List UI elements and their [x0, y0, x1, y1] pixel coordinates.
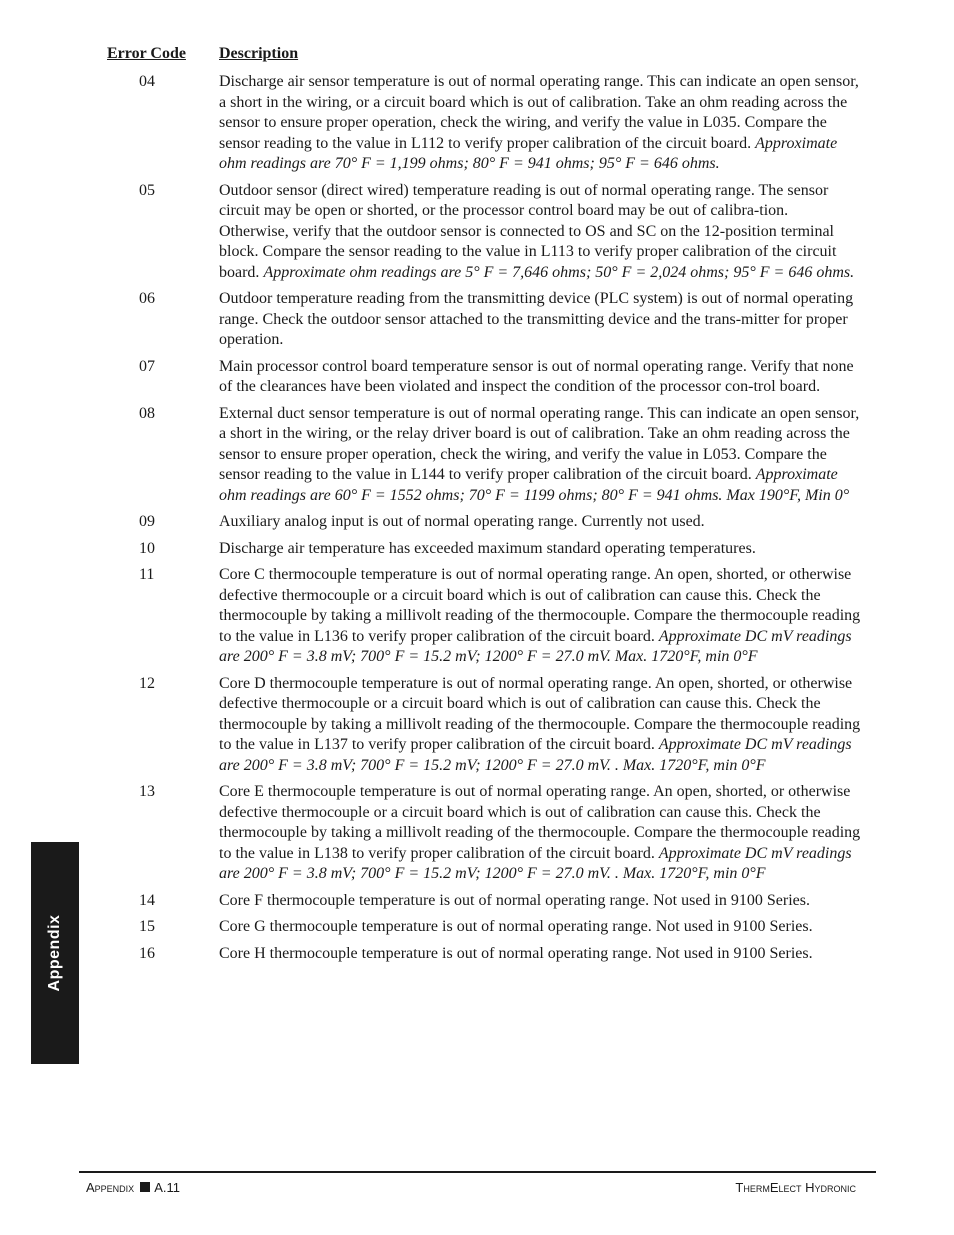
description-text: Auxiliary analog input is out of normal operating range. Currently not used.	[219, 513, 705, 530]
error-description	[219, 289, 861, 351]
description-text: Discharge air temperature has exceeded maximum standard operating temperatures.	[219, 539, 756, 557]
description-text: Outdoor temperature reading from the transmitting device (PLC system) is out of normal operating range. Check the outdoor sensor attached to the transmitting device and the trans-mitter for proper operation.	[219, 290, 854, 348]
error-code: 09	[139, 513, 155, 530]
description-text: Core E thermocouple temperature is out of normal operating range. An open, shorted, or otherwise defective thermocouple or a circuit board which is out of calibration can cause this. Check the thermocouple by taking a millivolt reading of the thermocouple. Compare the thermocouple reading to the value in L138 to verify proper calibration of the circuit board.	[219, 783, 861, 862]
error-code: 04	[139, 73, 155, 90]
description-text: Discharge air sensor temperature is out of normal operating range. This can indicate an open sensor, a short in the wiring, or a circuit board which is out of calibration. Take an ohm reading across the sensor to ensure proper operation, check the wiring, and verify the value in L035. Compare the sensor reading to the value in L112 to verify proper calibration of the circuit board.	[219, 73, 859, 152]
error-code: 07	[139, 357, 155, 375]
table-row	[0, 891, 954, 912]
table-row	[0, 512, 954, 533]
description-text: Main processor control board temperature sensor is out of normal operating range. Verify that none of the clearances have been violated and inspect the condition of the processor con-trol board.	[219, 357, 854, 395]
table-row	[0, 565, 954, 668]
description-note: Approximate DC mV readings are 200° F = 3.8 mV; 700° F = 15.2 mV; 1200° F = 27.0 mV. Max. 1720°F, min 0°F	[219, 627, 852, 665]
description-note: Approximate ohm readings are 70° F = 1,199 ohms; 80° F = 941 ohms; 95° F = 646 ohms.	[219, 134, 838, 172]
table-row	[0, 289, 954, 351]
error-code: 16	[139, 944, 155, 962]
footer-page-number: A.11	[154, 1180, 180, 1195]
description-text: Core G thermocouple temperature is out of normal operating range. Not used in 9100 Series.	[219, 918, 813, 935]
table-row	[0, 181, 954, 284]
error-description	[219, 782, 861, 885]
table-row	[0, 944, 954, 965]
table-row	[0, 782, 954, 885]
error-description	[219, 539, 861, 560]
error-code: 11	[139, 566, 155, 583]
error-code: 14	[139, 891, 155, 909]
description-text: Core F thermocouple temperature is out of normal operating range. Not used in 9100 Series.	[219, 891, 810, 909]
footer-product-name: ThermElect Hydronic	[735, 1180, 856, 1195]
footer-rule	[79, 1171, 876, 1173]
error-description	[219, 181, 861, 284]
table-row	[0, 917, 954, 938]
error-description	[219, 404, 861, 507]
description-text: External duct sensor temperature is out of normal operating range. This can indicate an open sensor, a short in the wiring, or the relay driver board is out of calibration. Take an ohm reading across the sensor to ensure proper operation, check the wiring, and verify the value in L053. Compare the sensor reading to the value in L144 to verify proper calibration of the circuit board.	[219, 404, 860, 483]
description-note: Approximate ohm readings are 5° F = 7,646 ohms; 50° F = 2,024 ohms; 95° F = 646 ohms.	[263, 263, 855, 281]
description-text: Outdoor sensor (direct wired) temperature reading is out of normal operating range. The sensor circuit may be open or shorted, or the processor control board may be out of calibra-tion. Otherwise, verify that the outdoor sensor is connected to OS and SC on the 12-position terminal block. Compare the sensor reading to the value in L113 to verify proper calibration of the circuit board.	[219, 181, 837, 281]
table-row	[0, 357, 954, 398]
error-code: 06	[139, 290, 155, 307]
error-code: 10	[139, 539, 155, 557]
error-code: 08	[139, 404, 155, 422]
description-note: Approximate DC mV readings are 200° F = 3.8 mV; 700° F = 15.2 mV; 1200° F = 27.0 mV. . Max. 1720°F, min 0°F	[219, 736, 852, 774]
error-code: 15	[139, 918, 155, 935]
column-header-description: Description	[219, 45, 299, 62]
error-code: 12	[139, 674, 155, 692]
error-description	[219, 72, 861, 175]
description-text: Core C thermocouple temperature is out of normal operating range. An open, shorted, or otherwise defective thermocouple or a circuit board which is out of calibration can cause this. Check the thermocouple by taking a millivolt reading of the thermocouple. Compare the thermocouple reading to the value in L136 to verify proper calibration of the circuit board.	[219, 566, 861, 645]
table-row	[0, 404, 954, 507]
footer-section: Appendix	[86, 1180, 135, 1195]
error-description	[219, 674, 861, 777]
description-note: Approximate DC mV readings are 200° F = 3.8 mV; 700° F = 15.2 mV; 1200° F = 27.0 mV. . Max. 1720°F, min 0°F	[219, 844, 852, 882]
error-description	[219, 357, 861, 398]
error-description	[219, 565, 861, 668]
description-text: Core H thermocouple temperature is out of normal operating range. Not used in 9100 Series.	[219, 944, 813, 962]
appendix-tab-label: Appendix	[46, 914, 63, 992]
error-description	[219, 944, 861, 965]
error-code: 05	[139, 181, 155, 199]
error-description	[219, 917, 861, 938]
error-code: 13	[139, 783, 155, 800]
description-text: Core D thermocouple temperature is out of normal operating range. An open, shorted, or otherwise defective thermocouple or a circuit board which is out of calibration can cause this. Check the thermocouple by taking a millivolt reading of the thermocouple. Compare the thermocouple reading to the value in L137 to verify proper calibration of the circuit board.	[219, 674, 861, 753]
table-row	[0, 72, 954, 175]
table-row	[0, 539, 954, 560]
table-row	[0, 674, 954, 777]
footer-page-label	[86, 1180, 180, 1195]
square-bullet-icon	[140, 1182, 150, 1192]
appendix-side-tab	[31, 842, 79, 1064]
error-description	[219, 512, 861, 533]
error-description	[219, 891, 861, 912]
error-code-table	[0, 72, 954, 970]
column-header-error-code: Error Code	[107, 45, 186, 62]
description-note: Approximate ohm readings are 60° F = 1552 ohms; 70° F = 1199 ohms; 80° F = 941 ohms. Max 190°F, Min 0°	[219, 466, 850, 504]
